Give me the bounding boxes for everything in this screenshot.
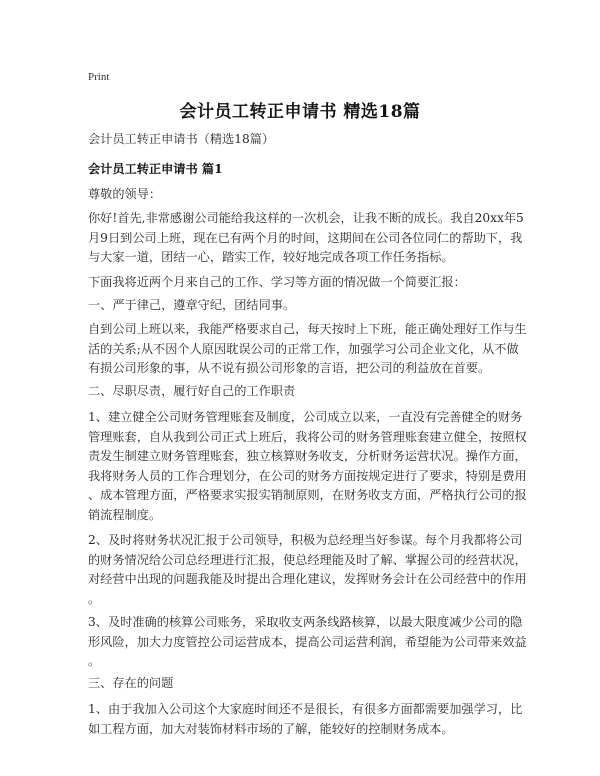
paragraph-line: 二、尽职尽责，履行好自己的工作职责 bbox=[88, 384, 296, 398]
heading-duties bbox=[88, 382, 518, 402]
paragraph-line: 月9日到公司上班，现在已有两个月的时间，这期间在公司各位同仁的帮助下，我 bbox=[88, 230, 523, 245]
paragraph-line: 三、存在的问题 bbox=[88, 676, 174, 690]
paragraph-duty-3 bbox=[88, 613, 527, 672]
heading-issues bbox=[88, 674, 518, 694]
paragraph-line: 1、建立健全公司财务管理账套及制度，公司成立以来，一直没有完善健全的财务 bbox=[88, 410, 523, 424]
paragraph-line: 你好!首先,非常感谢公司能给我这样的一次机会，让我不断的成长。我自20xx年5 bbox=[88, 211, 524, 225]
paragraph-line: 的财务情况给公司总经理进行汇报，使总经理能及时了解、掌握公司的经营状况， bbox=[88, 552, 527, 567]
print-link[interactable]: Print bbox=[88, 71, 110, 83]
paragraph-line: 我将财务人员的工作合理划分，在公司的财务方面按规定进行了要求，特别是费用 bbox=[88, 468, 527, 483]
paragraph-intro bbox=[88, 209, 524, 268]
paragraph-line: 一、严于律己，遵章守纪，团结同事。 bbox=[88, 298, 296, 312]
paragraph-line: 下面我将近两个月来自己的工作、学习等方面的情况做一个简要汇报： bbox=[88, 275, 466, 289]
paragraph-duty-2 bbox=[88, 531, 527, 609]
subtitle-text: 会计员工转正申请书（精选18篇） bbox=[88, 132, 275, 146]
paragraph-summary-intro bbox=[88, 273, 518, 293]
paragraph-line: 自到公司上班以来，我能严格要求自己，每天按时上下班，能正确处理好工作与生 bbox=[88, 322, 527, 336]
paragraph-issue-1 bbox=[88, 700, 523, 739]
page-title: 会计员工转正申请书 精选18篇 bbox=[179, 102, 421, 122]
heading-discipline bbox=[88, 296, 518, 316]
paragraph-line: 形风险，加大力度管控公司运营成本，提高公司运营利润，希望能为公司带来效益 bbox=[88, 634, 527, 649]
section-heading bbox=[88, 160, 518, 180]
paragraph-line: 与大家一道，团结一心，踏实工作，较好地完成各项工作任务指标。 bbox=[88, 250, 454, 265]
paragraph-line: 对经营中出现的问题我能及时提出合理化建议，发挥财务会计在公司经营中的作用 bbox=[88, 572, 527, 587]
paragraph-line: 管理账套，自从我到公司正式上班后，我将公司的财务管理账套建立健全，按照权 bbox=[88, 429, 527, 444]
salutation bbox=[88, 185, 518, 205]
paragraph-line: 活的关系;从不因个人原因耽误公司的正常工作，加强学习公司企业文化，从不做 bbox=[88, 341, 519, 356]
paragraph-line: 如工程方面，加大对装饰材料市场的了解，能较好的控制财务成本。 bbox=[88, 721, 454, 736]
paragraph-line: 、成本管理方面，严格要求实报实销制原则，在财务收支方面，严格执行公司的报 bbox=[88, 488, 527, 503]
paragraph-line: 3、及时准确的核算公司账务，采取收支两条线路核算，以最大限度减少公司的隐 bbox=[88, 615, 523, 629]
paragraph-line: 1、由于我加入公司这个大家庭时间还不是很长，有很多方面都需要加强学习，比 bbox=[88, 702, 523, 716]
paragraph-line: 2、及时将财务状况汇报于公司领导，积极为总经理当好参谋。每个月我都将公司 bbox=[88, 533, 523, 547]
paragraph-line: 。 bbox=[88, 591, 101, 606]
paragraph-line: 。 bbox=[88, 654, 101, 669]
paragraph-duty-1 bbox=[88, 408, 527, 526]
paragraph-line: 销流程制度。 bbox=[88, 507, 162, 522]
paragraph-line: 责发生制建立财务管理账套，独立核算财务收支，分析财务运营状况。操作方面， bbox=[88, 449, 527, 464]
section-heading-text: 会计员工转正申请书 篇1 bbox=[88, 162, 223, 176]
salutation-text: 尊敬的领导： bbox=[88, 187, 162, 201]
subtitle bbox=[88, 130, 518, 150]
paragraph-discipline bbox=[88, 320, 527, 379]
paragraph-line: 有损公司形象的事，从不说有损公司形象的言语，把公司的利益放在首要。 bbox=[88, 361, 491, 376]
